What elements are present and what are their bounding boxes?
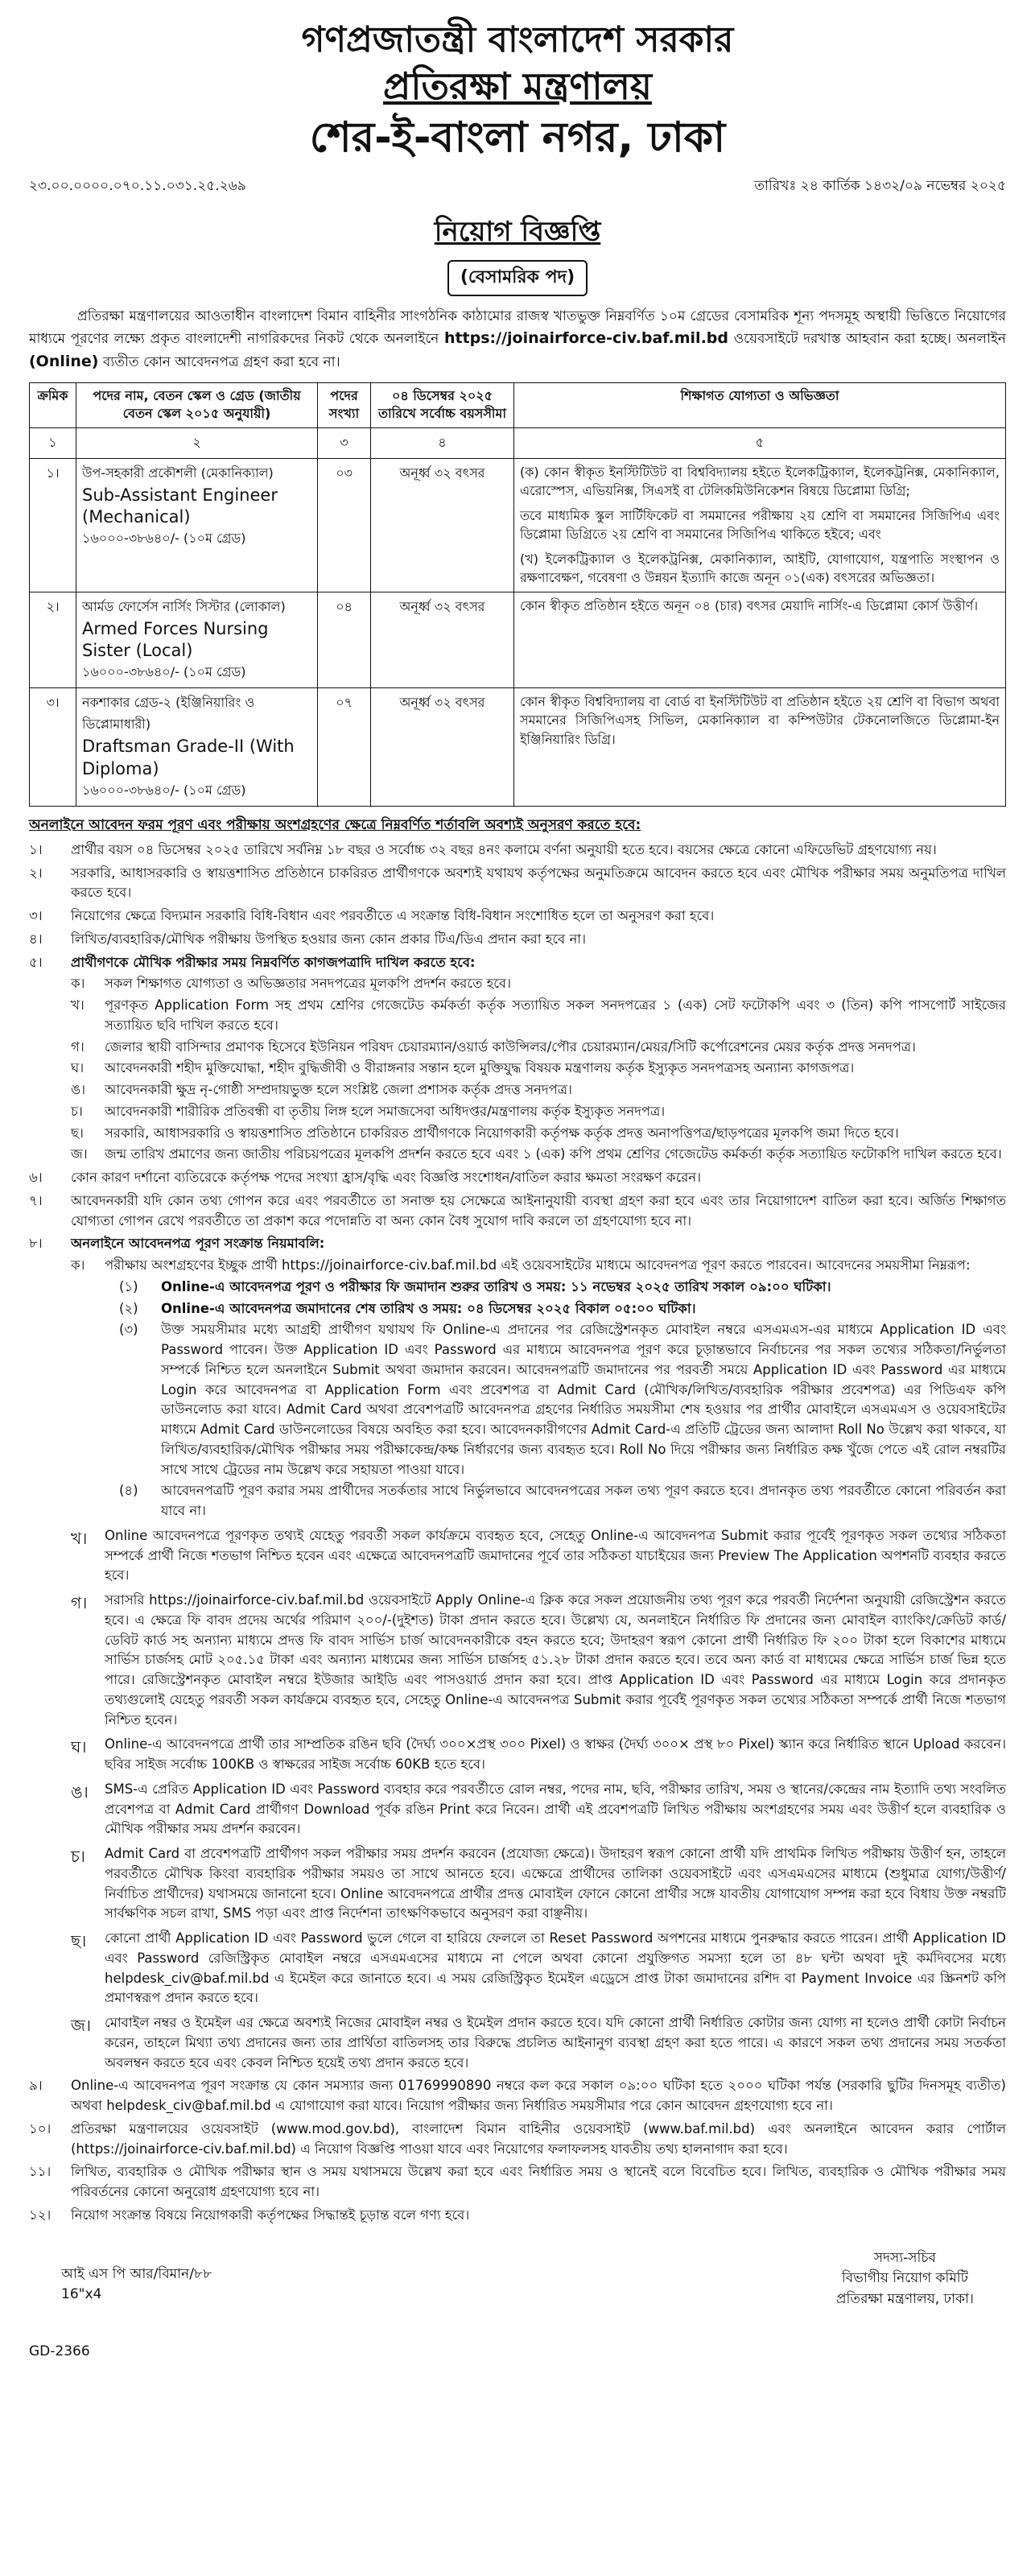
post-name-en: Armed Forces Nursing Sister (Local): [82, 618, 269, 660]
condition-text: নিয়োগের ক্ষেত্রে বিদ্যমান সরকারি বিধি-বিধান এবং পরবর্তীতে এ সংক্রান্ত বিধি-বিধান সংশোধিত হলে তা অনুসরণ করা হবে।: [71, 908, 715, 924]
condition-number: ৩।: [29, 908, 43, 924]
condition-text: প্রার্থীর বয়স ০৪ ডিসেম্বর ২০২৫ তারিখে সর্বনিম্ন ১৮ বছর ও সর্বোচ্চ ৩২ বছর ৪নং কলামে বর্ণনা অনুযায়ী হতে হবে। বয়সের ক্ষেত্রে কোনো এফিডেভিট গ্রহণযোগ্য নয়।: [71, 841, 937, 857]
row-serial: ৩।: [30, 688, 76, 807]
timing-item: [119, 1320, 1006, 1480]
row-serial: ১।: [30, 458, 76, 592]
column-number: ৫: [514, 427, 1006, 458]
online-rule-number: ঘ।: [71, 1737, 87, 1757]
memo-number: ২৩.০০.০০০০.০৭০.১১.০৩১.২৫.২৬৯: [29, 177, 246, 194]
online-rule-text: Online আবেদনপত্রে পূরণকৃত তথ্যই যেহেতু পরবর্তী সকল কার্যক্রমে ব্যবহৃত হবে, সেহেতু Online-এ আবেদনপত্র Submit করার পূর্বেই পূরণকৃত সকল তথ্যের সঠিকতা সম্পর্কে প্রার্থী নিজে শতভাগ নিশ্চিত হবেন এবং এক্ষেত্রে আবেদনপত্রটি জমাদানের পূর্বে তার সঠিকতা যাচাইয়ের জন্য Preview The Application অপশনটি ব্যবহার করতে হবে।: [105, 1527, 1006, 1583]
timing-text: আবেদনপত্রটি পূরণ করার সময় প্রার্থীদের সতর্কতার সাথে নির্ভুলভাবে আবেদনপত্রের সকল তথ্য পূরণ করতে হবে। প্রদানকৃত তথ্য পরবর্তীতে কোনো পরিবর্তন করা যাবে না।: [161, 1483, 1006, 1519]
table-row: [30, 688, 1006, 807]
online-rule-number: গ।: [71, 1593, 88, 1613]
conditions-list: [29, 840, 1006, 2226]
notice-title-block: [29, 211, 1006, 296]
condition-item: [29, 1234, 1006, 1254]
document-item: [71, 1102, 1006, 1122]
condition-text: সরকারি, আধাসরকারি ও স্বায়ত্তশাসিত প্রতিষ্ঠানে চাকরিরত প্রার্থীগণকে অবশ্যই যথাযথ কর্তৃপক্ষের অনুমতিক্রমে আবেদন করতে হবে এবং মৌখিক পরীক্ষার সময় অনুমতিপত্র দাখিল করতে হবে।: [71, 865, 1006, 901]
document-item: [71, 1080, 1006, 1100]
row-age-limit: অনূর্ধ্ব ৩২ বৎসর: [371, 458, 514, 592]
online-rule-item: [71, 1591, 1006, 1730]
online-rule-number: ছ।: [71, 1931, 87, 1951]
condition-text: প্রার্থীগণকে মৌখিক পরীক্ষার সময় নিম্নবর্ণিত কাগজপত্রাদি দাখিল করতে হবে:: [71, 954, 476, 970]
timing-text: Online-এ আবেদনপত্র জমাদানের শেষ তারিখ ও সময়: ০৪ ডিসেম্বর ২০২৫ বিকাল ০৫:০০ ঘটিকা।: [161, 1300, 696, 1316]
signatory-designation: সদস্য-সচিব: [873, 2249, 936, 2266]
document-item-text: জেলার স্থায়ী বাসিন্দার প্রমাণক হিসেবে ইউনিয়ন পরিষদ চেয়ারম্যান/ওয়ার্ড কাউন্সিলর/পৌর চেয়ারম্যান/মেয়র/সিটি কর্পোরেশনের মেয়র কর্তৃক প্রদত্ত সনদপত্র।: [105, 1038, 916, 1055]
document-item-number: খ।: [71, 997, 85, 1013]
post-pay-scale: ১৬০০০-৩৮৬৪০/- (১০ম গ্রেড): [82, 530, 246, 547]
online-rule-text: SMS-এ প্রেরিত Application ID এবং Password ব্যবহার করে পরবর্তীতে রোল নম্বর, পদের নাম, ছবি, পরীক্ষার তারিখ, সময় ও স্থানের/কেন্দ্রের নাম ইত্যাদি তথ্য সংবলিত প্রবেশপত্র বা Admit Card প্রার্থীগণ Download পূর্বক রঙিন Print করে নিবেন। প্রার্থী এই প্রবেশপত্রটি লিখিত পরীক্ষায় অংশগ্রহণের সময় এবং উত্তীর্ণ হলে ব্যবহারিক ও মৌখিক পরীক্ষার সময় প্রদর্শন করবেন।: [105, 1781, 1006, 1837]
row-age-limit: অনূর্ধ্ব ৩২ বৎসর: [371, 688, 514, 807]
condition-item: [29, 2076, 1006, 2116]
footer: [29, 2248, 1006, 2369]
condition-item: [29, 930, 1006, 950]
signatory-office: প্রতিরক্ষা মন্ত্রণালয়, ঢাকা।: [835, 2290, 974, 2307]
notice-title: নিয়োগ বিজ্ঞপ্তি: [434, 215, 601, 248]
qualification-line: (ক) কোন স্বীকৃত ইনস্টিটিউট বা বিশ্ববিদ্যালয় হইতে ইলেকট্রিক্যাল, ইলেকট্রনিক্স, মেকানিক্যাল, এরোস্পেস, এভিয়নিক্স, সিএসই বা টেলিকমিউনিকেশন বিষয়ে ডিপ্লোমা ডিগ্রি;: [520, 464, 1000, 498]
qualification-line: কোন স্বীকৃত প্রতিষ্ঠান হইতে অনূন ০৪ (চার) বৎসর মেয়াদি নার্সিং-এ ডিপ্লোমা কোর্স উত্তীর্ণ।: [520, 597, 979, 613]
condition-number: ৫।: [29, 954, 43, 970]
ad-size: 16"x4: [61, 2286, 102, 2303]
header-age-limit: ০৪ ডিসেম্বর ২০২৫ তারিখে সর্বোচ্চ বয়সসীমা: [371, 382, 514, 427]
notice-subtitle: (বেসামরিক পদ): [447, 260, 588, 296]
intro-text-2: ওয়েবসাইটে দরখাস্ত আহবান করা হচ্ছে। অনলাইন: [733, 330, 1007, 347]
header-serial: ক্রমিক: [30, 382, 76, 427]
intro-text-1: প্রতিরক্ষা মন্ত্রণালয়ের আওতাধীন বাংলাদেশ বিমান বাহিনীর সাংগঠনিক কাঠামোর রাজস্ব খাতভুক্ত নিম্নবর্ণিত ১০ম গ্রেডের বেসামরিক শূন্য পদসমূহ অস্থায়ী ভিত্তিতে নিয়োগের মাধ্যমে পূরণের লক্ষ্যে প্রকৃত বাংলাদেশী নাগরিকদের নিকট থেকে অনলাইনে: [29, 308, 1006, 347]
column-number: ৪: [371, 427, 514, 458]
condition-item: [29, 2162, 1006, 2202]
row-post-count: ০৩: [318, 458, 371, 592]
condition-number: ৬।: [29, 1170, 43, 1186]
intro-text-3: ব্যতীত কোন আবেদনপত্র গ্রহণ করা হবে না।: [102, 354, 340, 371]
publication-reference: [61, 2264, 212, 2306]
condition-number: ১১।: [29, 2164, 52, 2180]
condition-item: [29, 953, 1006, 973]
document-item-number: চ।: [71, 1103, 83, 1119]
timing-number: (৪): [119, 1483, 138, 1499]
document-item: [71, 974, 1006, 994]
timing-number: (৩): [119, 1322, 138, 1338]
row-post-count: ০৭: [318, 688, 371, 807]
timing-item: [119, 1299, 1006, 1319]
table-header-row: [30, 382, 1006, 427]
location-title: শের-ই-বাংলা নগর, ঢাকা: [309, 113, 726, 162]
condition-text: প্রতিরক্ষা মন্ত্রণালয়ের ওয়েবসাইট (www.mod.gov.bd), বাংলাদেশ বিমান বাহিনীর ওয়েবসাইট (www.baf.mil.bd) এবং অনলাইনে আবেদন করার পোর্টাল (https://joinairforce-civ.baf.mil.bd) এ নিয়োগ বিজ্ঞপ্তি পাওয়া যাবে এবং নিয়োগের ফলাফলসহ যাবতীয় তথ্য হালনাগাদ করা হবে।: [71, 2120, 1006, 2157]
signature-block: [836, 2248, 974, 2310]
post-name-en: Draftsman Grade-II (With Diploma): [82, 737, 295, 778]
online-rule-number: জ।: [71, 2016, 92, 2036]
document-item-number: জ।: [71, 1146, 88, 1162]
header-post-name: পদের নাম, বেতন স্কেল ও গ্রেড (জাতীয় বেতন স্কেল ২০১৫ অনুযায়ী): [76, 382, 318, 427]
post-pay-scale: ১৬০০০-৩৮৬৪০/- (১০ম গ্রেড): [82, 664, 246, 680]
online-rule-text: সরাসরি https://joinairforce-civ.baf.mil.bd ওয়েবসাইটে Apply Online-এ ক্লিক করে সকল প্রয়োজনীয় তথ্য পূরণ করে পরবর্তী নির্দেশনা অনুযায়ী রেজিস্ট্রেশন করতে হবে। এ ক্ষেত্রে ফি বাবদ প্রদেয় অর্থের পরিমাণ ২০০/-(দুইশত) টাকা প্রদান করতে হবে। উল্লেখ্য যে, অনলাইনে নির্ধারিত ফি প্রদানের জন্য মোবাইল ব্যাংকিং/ক্রেডিট কার্ড/ডেবিট কার্ড সহ অন্যান্য মাধ্যমে প্রদত্ত ফি বাবদ সার্ভিস চার্জ আবেদনকারীকে বহন করতে হবে; উদাহরণ স্বরূপ কোনো প্রার্থী নির্ধারিত ফি ২০০ টাকা হলে বিকাশের মাধ্যমে সার্ভিস চার্জসহ মোট ২০৫.১৫ টাকা এবং অন্যান্য মাধ্যমের জন্য সার্ভিস চার্জসহ ৫১.২৮ টাকা প্রদান করতে হবে। তবে অন্য কার্ড বা মাধ্যমের ক্ষেত্রে সার্ভিস চার্জ ভিন্ন হতে পারে। রেজিস্ট্রেশনকৃত মোবাইল নম্বরে ইউজার আইডি এবং পাসওয়ার্ড প্রদান করা হবে। প্রাপ্ত Application ID এবং Password এর মাধ্যমে Login করে প্রদানকৃত তথ্যগুলোই যেহেতু পরবর্তী সকল কার্যক্রমে ব্যবহৃত হবে, সেহেতু Online-এ আবেদনপত্র Submit করার পূর্বেই পূরণকৃত সকল তথ্যের সঠিকতা সম্পর্কে প্রার্থী নিজে শতভাগ নিশ্চিত হবেন।: [105, 1592, 1006, 1728]
condition-item: [29, 1168, 1006, 1188]
condition-number: ৯।: [29, 2078, 43, 2094]
ispr-reference: আই এস পি আর/বিমান/৮৮: [61, 2265, 212, 2282]
government-title: গণপ্রজাতন্ত্রী বাংলাদেশ সরকার: [301, 19, 734, 60]
online-rule-number: ঙ।: [71, 1781, 89, 1802]
table-row: [30, 592, 1006, 688]
row-qualification: [514, 458, 1006, 592]
online-rule-item: [71, 1256, 1006, 1276]
condition-text: অনলাইনে আবেদনপত্র পূরণ সংক্রান্ত নিয়মাবলি:: [71, 1236, 325, 1252]
table-column-number-row: [30, 427, 1006, 458]
qualification-line: কোন স্বীকৃত বিশ্ববিদ্যালয় বা বোর্ড বা ইনস্টিটিউট বা প্রতিষ্ঠান হইতে ২য় শ্রেণি বা বিভাগ অথবা সমমানের সিজিপিএসহ সিভিল, মেকানিক্যাল বা কম্পিউটার টেকনোলজিতে ডিপ্লোমা-ইন ইঞ্জিনিয়ারিং ডিগ্রি।: [520, 694, 1000, 747]
ministry-title: প্রতিরক্ষা মন্ত্রণালয়: [383, 64, 652, 108]
condition-text: লিখিত, ব্যবহারিক ও মৌখিক পরীক্ষার স্থান ও সময় যথাসময়ে উল্লেখ করা হবে এবং নির্ধারিত সময় ও স্থানেই বলে বিবেচিত হবে। লিখিত, ব্যবহারিক ও মৌখিক পরীক্ষার সময় পরিবর্তনের কোনো অনুরোধ গ্রহণযোগ্য হবে না।: [71, 2164, 1006, 2200]
row-post-name: [76, 688, 318, 807]
post-name-bn: উপ-সহকারী প্রকৌশলী (মেকানিক্যাল): [82, 464, 274, 481]
document-item-number: ক।: [71, 976, 85, 992]
document-item-number: ঙ।: [71, 1082, 86, 1098]
row-post-name: [76, 458, 318, 592]
document-item-text: আবেদনকারী ক্ষুদ্র নৃ-গোষ্ঠী সম্প্রদায়ভুক্ত হলে সংশ্লিষ্ট জেলা প্রশাসক কর্তৃক প্রদত্ত সনদপত্র।: [105, 1082, 572, 1098]
condition-item: [29, 906, 1006, 927]
row-qualification: [514, 592, 1006, 688]
condition-number: ৪।: [29, 931, 43, 947]
condition-item: [29, 1191, 1006, 1232]
memo-row: [29, 175, 1006, 198]
online-rule-text: মোবাইল নম্বর ও ইমেইল এর ক্ষেত্রে অবশ্যই নিজের মোবাইল নম্বর ও ইমেইল প্রদান করতে হবে। যদি কোনো প্রার্থী নির্ধারিত কোটার জন্য যোগ্য না হলেও প্রার্থী কোটা নির্বাচন করেন, তাহলে মিথ্যা তথ্য প্রদানের জন্য তার প্রার্থিতা বাতিলসহ তার বিরুদ্ধে প্রচলিত আইনানুগ ব্যবস্থা গ্রহণ করা হতে পারে। এ কারণে সকল তথ্য প্রদানের সময় সতর্কতা অবলম্বন করতে হবে এবং কেবল নিশ্চিত হয়েই তথ্য প্রদান করতে হবে।: [105, 2015, 1006, 2070]
document-item-text: সকল শিক্ষাগত যোগ্যতা ও অভিজ্ঞতার সনদপত্রের মূলকপি প্রদর্শন করতে হবে।: [105, 976, 511, 992]
posts-table: [29, 382, 1006, 807]
condition-item: [29, 864, 1006, 904]
condition-number: ৮।: [29, 1236, 43, 1252]
online-rule-item: [71, 2013, 1006, 2073]
post-pay-scale: ১৬০০০-৩৮৬৪০/- (১০ম গ্রেড): [82, 782, 246, 798]
intro-paragraph: [29, 306, 1006, 374]
column-number: ১: [30, 427, 76, 458]
condition-number: ১২।: [29, 2207, 52, 2223]
conditions-heading: অনলাইনে আবেদন ফরম পূরণ এবং পরীক্ষায় অংশগ্রহণের ক্ষেত্রে নিম্নবর্ণিত শর্তাবলি অবশ্যই অনুসরণ করতে হবে:: [29, 816, 641, 833]
online-rule-text: কোনো প্রার্থী Application ID এবং Password ভুলে গেলে বা হারিয়ে ফেললে তা Reset Password অপশনের মাধ্যমে পুনরুদ্ধার করতে পারেন। প্রার্থী Application ID এবং Password রেজিস্ট্রিকৃত মোবাইল নম্বরে এসএমএসের মাধ্যমে না পেলে অথবা কোনো প্রযুক্তিগত সমস্যা হলে তা ৪৮ ঘন্টা অথবা দুই কর্মদিবসের মধ্যে helpdesk_civ@baf.mil.bd এ ইমেইল করে জানাতে হবে। এ সময় রেজিস্ট্রিকৃত ইমেইল এড্রেসে প্রাপ্ত টাকা জমাদানের রশিদ বা Payment Invoice এর স্ক্রিনশট কপি প্রমাণস্বরূপ প্রদান করতে হবে।: [105, 1930, 1006, 2006]
online-rule-text: Online-এ আবেদনপত্রে প্রার্থী তার সাম্প্রতিক রঙিন ছবি (দৈর্ঘ্য ৩০০×প্রস্থ ৩০০ Pixel) ও স্বাক্ষর (দৈর্ঘ্য ৩০০× প্রস্থ ৮০ Pixel) স্ক্যান করে নির্ধারিত স্থানে Upload করবেন। ছবির সাইজ সর্বোচ্চ 100KB ও স্বাক্ষরের সাইজ সর্বোচ্চ 60KB হতে হবে।: [105, 1736, 1006, 1773]
document-item: [71, 1124, 1006, 1144]
timing-item: [119, 1278, 1006, 1298]
document-item-text: আবেদনকারী শহীদ মুক্তিযোদ্ধা, শহীদ বুদ্ধিজীবী ও বীরাঙ্গনার সন্তান হলে মুক্তিযুদ্ধ বিষয়ক মন্ত্রণালয় কর্তৃক ইস্যুকৃত সনদপত্রসহ অন্যান্য কাগজপত্র।: [105, 1060, 855, 1076]
document-item: [71, 1059, 1006, 1079]
intro-online: (Online): [29, 353, 99, 371]
row-qualification: [514, 688, 1006, 807]
document-item: [71, 1145, 1006, 1165]
condition-number: ২।: [29, 865, 43, 881]
post-name-bn: আর্মড ফোর্সেস নার্সিং সিস্টার (লোকাল): [82, 598, 286, 614]
letterhead: [29, 18, 1006, 164]
post-name-en: Sub-Assistant Engineer (Mechanical): [82, 485, 278, 526]
qualification-line: তবে মাধ্যমিক স্কুল সার্টিফিকেট বা সমমানের পরীক্ষায় ২য় শ্রেণি বা সমমানের সিজিপিএ এবং ডিপ্লোমা ডিগ্রিতে ২য় শ্রেণি বা সমমানের সিজিপিএ থাকিতে হইবে; এবং: [520, 507, 1000, 543]
document-item-text: পূরণকৃত Application Form সহ প্রথম শ্রেণির গেজেটেড কর্মকর্তা কর্তৃক সত্যায়িত সকল সনদপত্রের ১ (এক) সেট ফটোকপি এবং ৩ (তিন) কপি পাসপোর্ট সাইজের সত্যায়িত ছবি দাখিল করতে হবে।: [105, 997, 1006, 1033]
memo-date: তারিখঃ ২৪ কার্তিক ১৪৩২/০৯ নভেম্বর ২০২৫: [754, 177, 1006, 194]
condition-item: [29, 2120, 1006, 2160]
column-number: ৩: [318, 427, 371, 458]
row-serial: ২।: [30, 592, 76, 688]
condition-text: আবেদনকারী যদি কোন তথ্য গোপন করে এবং পরবর্তীতে তা সনাক্ত হয় সেক্ষেত্রে আইনানুযায়ী ব্যবস্থা গ্রহণ করা হবে এবং তার নিয়োগাদেশ বাতিল করা হবে। অর্জিত শিক্ষাগত যোগ্যতা গোপন রেখে পরবর্তীতে তা প্রকাশ করে পদোন্নতি বা অন্য কোন বৈধ সুযোগ দাবি করলে তা গ্রহণযোগ্য হবে না।: [71, 1192, 1006, 1228]
condition-text: Online-এ আবেদনপত্র পূরণ সংক্রান্ত যে কোন সমস্যার জন্য 01769990890 নম্বরে কল করে সকাল ০৯:০০ ঘটিকা হতে ২০০০ ঘটিকা পর্যন্ত (সরকারি ছুটির দিনসমূহ ব্যতীত) অথবা helpdesk_civ@baf.mil.bd এ যোগাযোগ করা যাবে। নিয়োগ পরীক্ষার জন্য নির্ধারিত সময়সীমার পরে কোন আবেদন গ্রহণযোগ্য হবে না।: [71, 2078, 1006, 2114]
column-number: ২: [76, 427, 318, 458]
row-age-limit: অনূর্ধ্ব ৩২ বৎসর: [371, 592, 514, 688]
row-post-count: ০৪: [318, 592, 371, 688]
document-item-number: ঘ।: [71, 1060, 85, 1076]
online-rule-number: খ।: [71, 1528, 88, 1548]
online-rule-item: [71, 1780, 1006, 1839]
online-rule-item: [71, 1844, 1006, 1924]
document-item-text: সরকারি, আধাসরকারি ও স্বায়ত্তশাসিত প্রতিষ্ঠানে চাকরিরত প্রার্থীগণকে নিয়োগকারী কর্তৃপক্ষ কর্তৃক প্রদত্ত অনাপত্তিপত্র/ছাড়পত্রের মূলকপি জমা দিতে হবে।: [105, 1125, 899, 1141]
condition-item: [29, 840, 1006, 861]
header-qualification: শিক্ষাগত যোগ্যতা ও অভিজ্ঞতা: [514, 382, 1006, 427]
document-item-text: আবেদনকারী শারীরিক প্রতিবন্ধী বা তৃতীয় লিঙ্গ হলে সমাজসেবা অধিদপ্তর/মন্ত্রণালয় কর্তৃক ইস্যুকৃত সনদপত্র।: [105, 1103, 666, 1119]
online-rule-item: [71, 1929, 1006, 2008]
condition-number: ১০।: [29, 2120, 52, 2136]
signatory-committee: বিভাগীয় নিয়োগ কমিটি: [841, 2270, 968, 2287]
row-post-name: [76, 592, 318, 688]
document-item-number: গ।: [71, 1038, 85, 1055]
post-name-bn: নকশাকার গ্রেড-২ (ইঞ্জিনিয়ারিং ও ডিপ্লোমাধারী): [82, 695, 255, 733]
header-post-count: পদের সংখ্যা: [318, 382, 371, 427]
online-rule-item: [71, 1526, 1006, 1586]
timing-number: (১): [119, 1278, 138, 1294]
timing-text: উক্ত সময়সীমার মধ্যে আগ্রহী প্রার্থীগণ যথাযথ ফি Online-এ প্রদানের পর রেজিস্ট্রেশনকৃত মোবাইল নম্বরে এসএমএস-এর মাধ্যমে Application ID এবং Password পাবেন। উক্ত Application ID এবং Password এর মাধ্যমে আবেদনপত্র পূরণ করে চূড়ান্তভাবে নির্বাচনের পর সকল তথ্যের সঠিকতা/নির্ভুলতা সম্পর্কে নিশ্চিত হলে অনলাইনে Submit অথবা জমাদান করবেন। আবেদনপত্রটি জমাদানের পর পরবর্তী সময়ে Application ID এবং Password এর মাধ্যমে Login করে আবেদনপত্র বা Application Form এবং প্রবেশপত্র বা Admit Card (মৌখিক/লিখিত/ব্যবহারিক পরীক্ষার প্রবেশপত্র) এর পিডিএফ কপি ডাউনলোড করা যাবে। Admit Card অথবা প্রবেশপত্রটি আবেদনপত্র গ্রহণের নির্ধারিত সময়সীমা শেষ হওয়ার পর প্রার্থীর মোবাইলে এসএমএস ও ওয়েবসাইটের মাধ্যমে Admit Card ডাউনলোডের বিষয়ে অবহিত করা হবে। আবেদনকারীগণের Admit Card-এ প্রতিটি ট্রেডের জন্য আলাদা Roll No উল্লেখ করা থাকবে, যা লিখিত/ব্যবহারিক/মৌখিক পরীক্ষার সময় পরীক্ষাকেন্দ্র/কক্ষ নির্ধারণের জন্য ব্যবহৃত হবে। Roll No দিয়ে পরীক্ষার জন্য নির্ধারিত কক্ষ খুঁজে পেতে এই রোল নম্বরটির সাথে সাথে ট্রেডের নাম উল্লেখ করে সহায়তা পাওয়া যাবে।: [161, 1322, 1006, 1477]
condition-text: কোন কারণ দর্শানো ব্যতিরেকে কর্তৃপক্ষ পদের সংখ্যা হ্রাস/বৃদ্ধি এবং বিজ্ঞপ্তি সংশোধন/বাতিল করার ক্ষমতা সংরক্ষণ করেন।: [71, 1170, 702, 1186]
online-rule-text: পরীক্ষায় অংশগ্রহণের ইচ্ছুক প্রার্থী https://joinairforce-civ.baf.mil.bd এই ওয়েবসাইটের মাধ্যমে আবেদনপত্র পূরণ করতে পারবেন। আবেদনের সময়সীমা নিম্নরূপ:: [105, 1257, 971, 1274]
condition-number: ১।: [29, 841, 43, 857]
timing-item: [119, 1481, 1006, 1521]
document-item: [71, 1038, 1006, 1058]
timing-text: Online-এ আবেদনপত্র পূরণ ও পরীক্ষার ফি জমাদান শুরুর তারিখ ও সময়: ১১ নভেম্বর ২০২৫ তারিখ সকাল ০৯:০০ ঘটিকা।: [161, 1278, 831, 1294]
timing-number: (২): [119, 1300, 138, 1316]
online-rule-item: [71, 1735, 1006, 1775]
document-item: [71, 996, 1006, 1036]
gd-number: GD-2366: [29, 2343, 90, 2359]
condition-number: ৭।: [29, 1192, 43, 1208]
condition-text: নিয়োগ সংক্রান্ত বিষয়ে নিয়োগকারী কর্তৃপক্ষের সিদ্ধান্তই চূড়ান্ত বলে গণ্য হবে।: [71, 2207, 470, 2223]
condition-text: লিখিত/ব্যবহারিক/মৌখিক পরীক্ষায় উপস্থিত হওয়ার জন্য কোন প্রকার টিএ/ডিএ প্রদান করা হবে না।: [71, 931, 586, 947]
condition-item: [29, 2206, 1006, 2226]
online-rule-number: ক।: [71, 1257, 85, 1274]
qualification-line: (খ) ইলেকট্রিক্যাল ও ইলেকট্রনিক্স, মেকানিক্যাল, আইটি, যোগাযোগ, যন্ত্রপাতি সংস্থাপন ও রক্ষণাবেক্ষণ, গবেষণা ও উন্নয়ন ইত্যাদি কাজে অনূন ০১(এক) বৎসরের অভিজ্ঞতা।: [520, 551, 1000, 586]
online-rule-text: Admit Card বা প্রবেশপত্রটি প্রার্থীগণ সকল পরীক্ষার সময় প্রদর্শন করবেন (প্রযোজ্য ক্ষেত্রে)। উদাহরণ স্বরূপ কোনো প্রার্থী যদি প্রাথমিক লিখিত পরীক্ষায় উত্তীর্ণ হন, তাহলে পরবর্তীতে মৌখিক কিংবা ব্যবহারিক পরীক্ষার সময়ও তা সাথে আনতে হবে। এক্ষেত্রে প্রার্থীদের তালিকা ওয়েবসাইটে এবং এসএমএসের মাধ্যমে (শুধুমাত্র যোগ্য/উত্তীর্ণ/নির্বাচিত প্রার্থীদের) যথাসময়ে জানানো হবে। Online আবেদনপত্রে প্রার্থীর প্রদত্ত মোবাইল ফোনে কোনো প্রার্থীর সঙ্গে যাবতীয় যোগাযোগ সম্পন্ন করা হবে বিধায় উক্ত নম্বরটি সার্বক্ষণিক সচল রাখা, SMS পড়া এবং প্রাপ্ত নির্দেশনা তাৎক্ষণিকভাবে অনুসরণ করা বাঞ্ছনীয়।: [105, 1846, 1006, 1922]
document-item-number: ছ।: [71, 1125, 84, 1141]
intro-url-link[interactable]: https://joinairforce-civ.baf.mil.bd: [443, 328, 728, 347]
table-row: [30, 458, 1006, 592]
online-rule-number: চ।: [71, 1847, 85, 1867]
document-item-text: জন্ম তারিখ প্রমাণের জন্য জাতীয় পরিচয়পত্রের মূলকপি প্রদর্শন করতে হবে এবং ১ (এক) কপি প্রথম শ্রেণির গেজেটেড কর্মকর্তা কর্তৃক সত্যায়িত ফটোকপি দাখিল করতে হবে।: [105, 1146, 1002, 1162]
